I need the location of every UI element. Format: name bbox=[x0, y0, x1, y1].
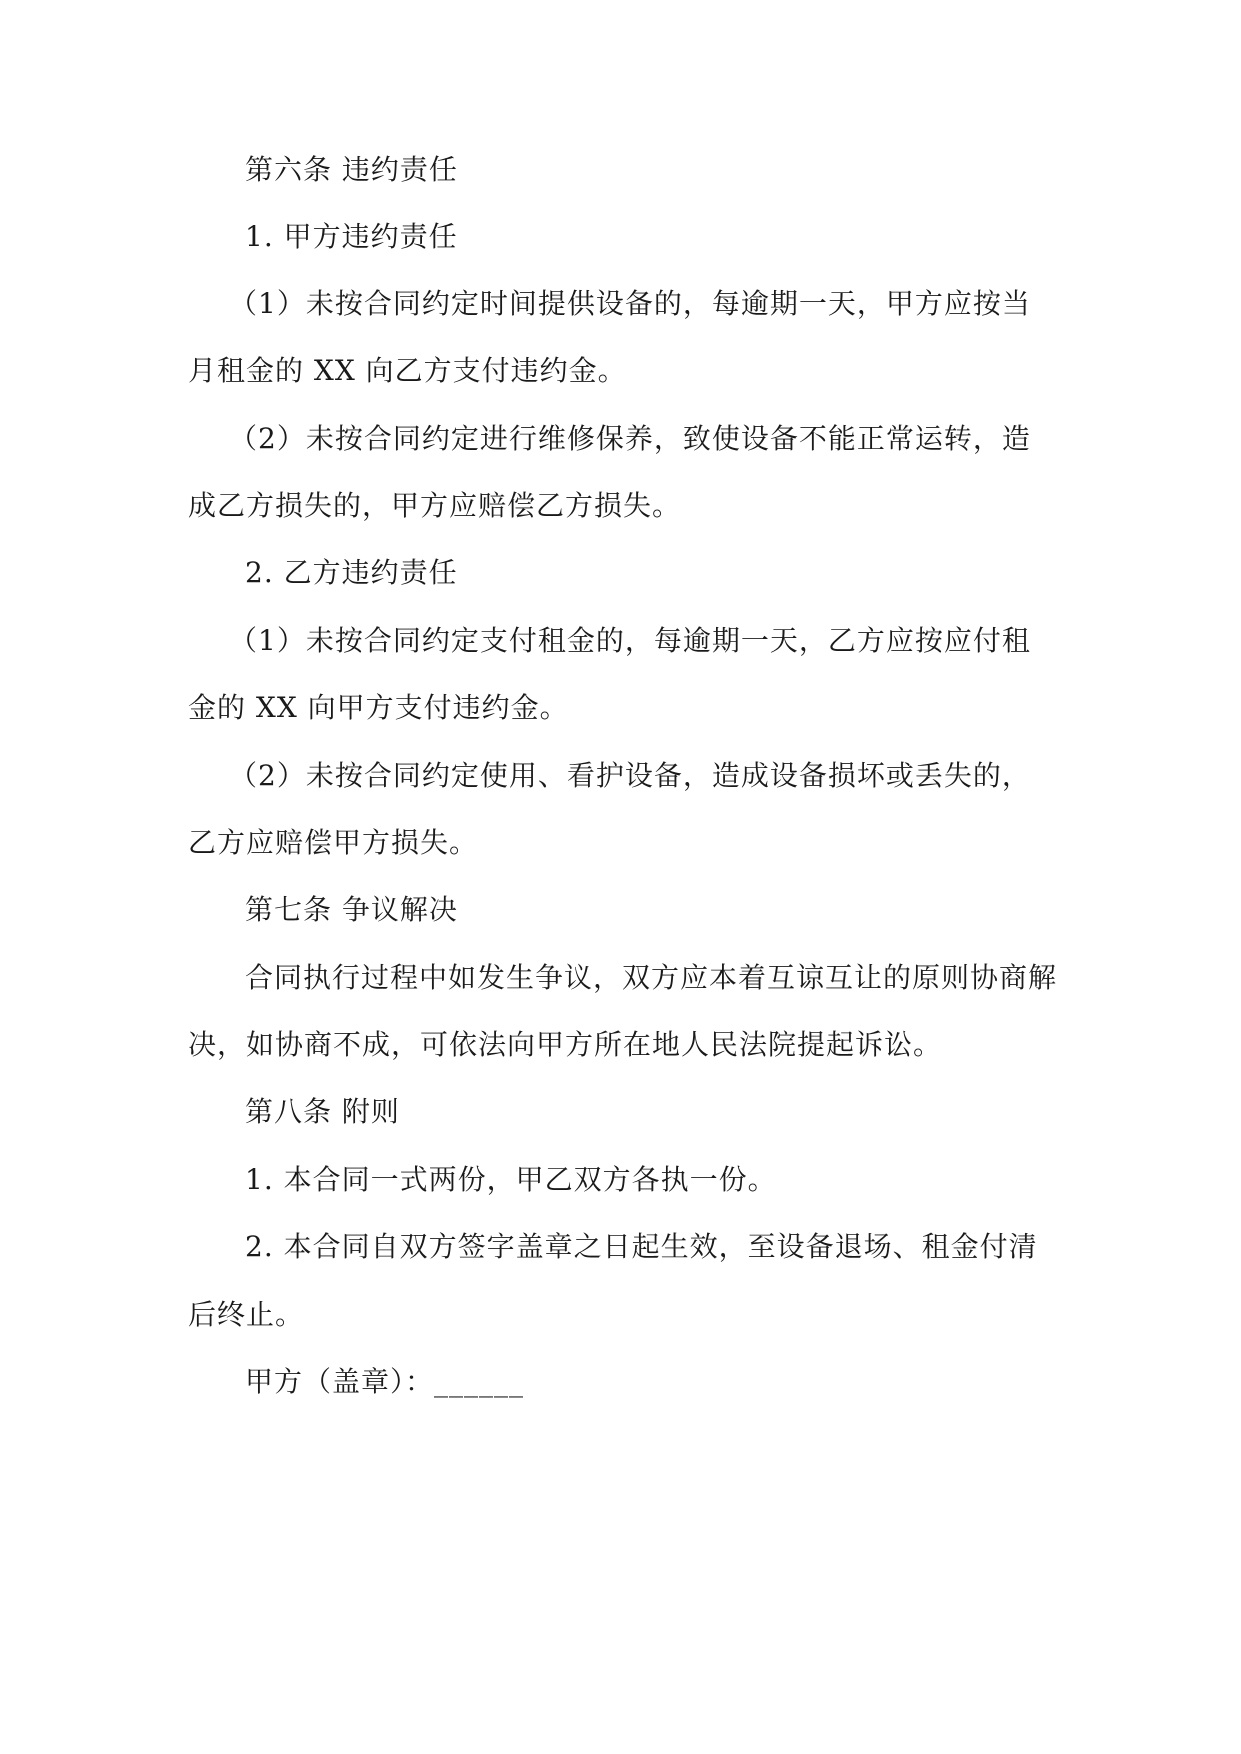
party-a-liability-heading: 1. 甲方违约责任 bbox=[245, 220, 458, 253]
paragraph-line: 成乙方损失的，甲方应赔偿乙方损失。 bbox=[188, 489, 682, 522]
party-b-liability-heading: 2. 乙方违约责任 bbox=[245, 556, 458, 589]
paragraph-line: 金的 XX 向甲方支付违约金。 bbox=[188, 691, 569, 724]
paragraph-line: 决，如协商不成，可依法向甲方所在地人民法院提起诉讼。 bbox=[188, 1028, 943, 1061]
paragraph-line: 乙方应赔偿甲方损失。 bbox=[188, 826, 479, 859]
paragraph-line: （1）未按合同约定支付租金的，每逾期一天，乙方应按应付租 bbox=[229, 624, 1031, 657]
article-6-heading: 第六条 违约责任 bbox=[245, 153, 458, 186]
paragraph-line: （1）未按合同约定时间提供设备的，每逾期一天，甲方应按当 bbox=[229, 287, 1031, 320]
party-a-seal-line: 甲方（盖章）：______ bbox=[245, 1365, 525, 1398]
paragraph-line: 后终止。 bbox=[188, 1298, 305, 1331]
article-8-heading: 第八条 附则 bbox=[245, 1095, 400, 1128]
paragraph-line: （2）未按合同约定使用、看护设备，造成设备损坏或丢失的， bbox=[229, 759, 1031, 792]
paragraph-line: 2. 本合同自双方签字盖章之日起生效，至设备退场、租金付清 bbox=[245, 1230, 1038, 1263]
paragraph-line: 1. 本合同一式两份，甲乙双方各执一份。 bbox=[245, 1163, 777, 1196]
paragraph-line: （2）未按合同约定进行维修保养，致使设备不能正常运转，造 bbox=[229, 422, 1031, 455]
paragraph-line: 月租金的 XX 向乙方支付违约金。 bbox=[188, 354, 627, 387]
article-7-heading: 第七条 争议解决 bbox=[245, 893, 458, 926]
paragraph-line: 合同执行过程中如发生争议，双方应本着互谅互让的原则协商解 bbox=[245, 961, 1058, 994]
